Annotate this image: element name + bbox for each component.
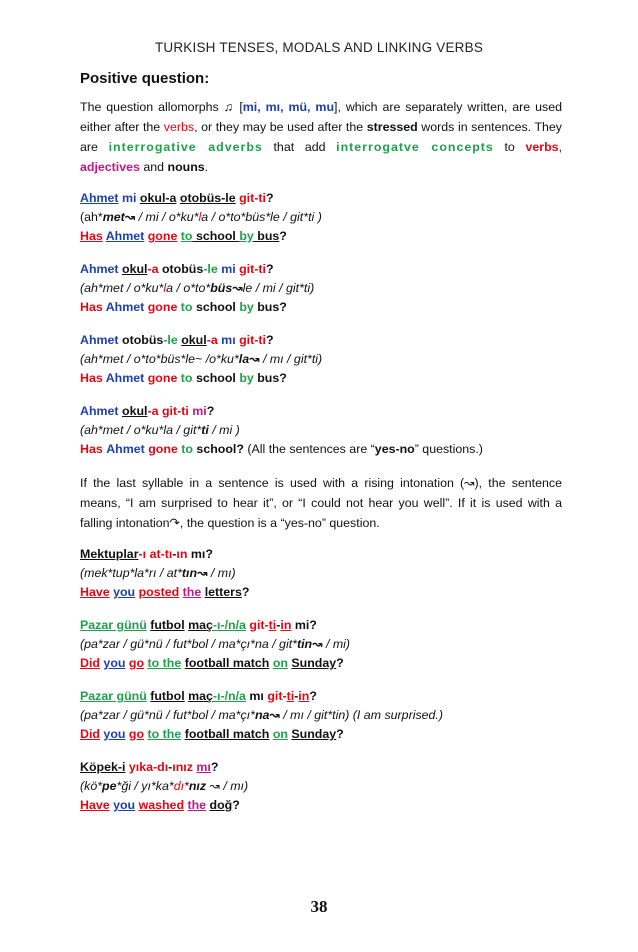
word: git-ti [239,191,266,205]
word: Mektuplar [80,547,139,561]
turkish-sentence [80,189,562,208]
term-nouns: nouns [167,160,205,174]
word: git- [249,618,269,632]
phonetic: a / o*to* [166,281,211,295]
word: - [276,618,281,632]
word: go [128,656,145,670]
intro-text: , or they may be used after the [194,120,367,134]
rising-intonation-icon: ↝ [197,566,208,580]
pronunciation [80,706,562,725]
note-text: ” questions.) [414,442,483,456]
rising-intonation-icon: ↝ [124,210,136,224]
phonetic: (ah*met / o*ku*la / git* [80,423,202,437]
phonetic: / mı / git*tin) (I am surprised.) [279,708,443,722]
word: the [182,585,202,599]
word: otobüs [161,262,204,276]
word: to [181,442,193,456]
phonetic: (pa*zar / gü*nü / fut*bol / ma*çı* [80,708,255,722]
phonetic: (mek*tup*la*rı / at* [80,566,182,580]
word: ? [279,229,287,243]
word: Did [80,727,100,741]
word: to [180,229,193,243]
phonetic: ti [201,423,209,437]
word: ? [206,404,215,418]
word: Ahmet [105,371,145,385]
word: -ı-/n/a [212,689,246,703]
phonetic: a / o*to*büs*le / git*ti ) [201,210,322,224]
turkish-sentence [80,616,562,635]
pronunciation [80,564,562,583]
word: you [103,656,126,670]
phonetic: / mı) [207,566,236,580]
word: mı? [187,547,213,561]
english-translation [80,227,562,246]
phonetic: tin [296,637,313,651]
word: yıka-dı [128,760,169,774]
word: ? [336,727,344,741]
word: futbol [150,618,185,632]
word: mi? [291,618,317,632]
word: mı [196,760,211,774]
word: Sunday [291,727,337,741]
phonetic: pe [102,779,117,793]
running-header: TURKISH TENSES, MODALS AND LINKING VERBS [154,40,484,55]
word: Has [80,371,103,385]
phonetic: / mi / o*ku* [135,210,199,224]
word: gone [147,300,178,314]
word: maç [188,618,213,632]
word: ? [265,191,274,205]
word: Ahmet [80,191,119,205]
phonetic: *ği / yı*ka* [116,779,174,793]
term-interrogative-adverbs: interrogative adverbs [108,140,263,154]
example-6 [80,616,562,673]
word: school [192,371,240,385]
phonetic: / mı / git*ti) [259,352,323,366]
english-translation [80,298,562,317]
word: in [280,618,292,632]
phonetic: la [238,352,250,366]
word: ti [286,689,295,703]
word: Has [80,300,103,314]
word: Köpek-i [80,760,126,774]
word: Have [80,585,110,599]
word: by [239,300,254,314]
turkish-sentence [80,331,562,350]
example-3 [80,331,562,388]
word: Has [80,229,103,243]
intro-text: to [493,140,526,154]
word: Ahmet [80,262,122,276]
phonetic: (ah*met / o*ku* [80,281,164,295]
word: ? [241,585,250,599]
word: gone [147,371,178,385]
rising-intonation-icon: ↝ [232,281,243,295]
word: -a [147,404,159,418]
word: git-ti [239,262,266,276]
pronunciation [80,208,562,227]
phonetic: büs [210,281,233,295]
word: Has [80,442,103,456]
word: otobüs [122,333,164,347]
word: mi [118,191,140,205]
english-translation [80,369,562,388]
word: in [298,689,310,703]
word: posted [138,585,180,599]
word: ti [268,618,277,632]
phonetic: l [198,210,202,224]
pronunciation [80,350,562,369]
word: okul [181,333,207,347]
word: ? [236,442,244,456]
intro-text: that add [262,140,337,154]
word: on [272,656,288,670]
term-stressed: stressed [366,120,418,134]
word: Sunday [291,656,337,670]
pronunciation [80,279,562,298]
word: okul [122,262,148,276]
phonetic: dı [173,779,185,793]
word: by [239,229,254,243]
example-7 [80,687,562,744]
word: on [272,727,288,741]
word: - [172,547,177,561]
word: Ahmet [105,229,145,243]
phonetic: (ah* [80,210,103,224]
word: you [113,798,136,812]
phonetic: tın [181,566,198,580]
word: -le [163,333,178,347]
word: mı [245,689,268,703]
word: -ı [138,547,147,561]
turkish-sentence [80,545,562,564]
phonetic: / mi ) [208,423,240,437]
word: otobüs-le [179,191,236,205]
example-8 [80,758,562,815]
turkish-sentence [80,260,562,279]
word: ? [309,689,317,703]
word: football match [184,656,270,670]
phonetic: * [184,779,189,793]
intro-text: and [139,160,168,174]
word: go [128,727,145,741]
pronunciation [80,421,562,440]
word: football match [184,727,270,741]
phonetic: (ah*met / o*to*büs*le~ /o*ku* [80,352,239,366]
intro-text: ], which are separately written, are used either after the [80,100,562,134]
pronunciation [80,635,562,654]
note-text: yes-no [374,442,415,456]
intro-text: words in sentences. They are [80,120,563,154]
word: okul [122,404,148,418]
phonetic: nız [188,779,207,793]
term-interrogative-concepts: interrogatve concepts [336,140,494,154]
word: at-tı [149,547,173,561]
intro-text: The question allomorphs ♫ [ [80,100,243,114]
word: -ı-/n/a [212,618,246,632]
word: to [180,300,193,314]
turkish-sentence [80,758,562,777]
english-translation [80,796,562,815]
word: letters [204,585,242,599]
word: -le [203,262,218,276]
word: the [187,798,207,812]
intro-text: . [204,160,209,174]
word: Ahmet [105,300,145,314]
word: git-ti [161,404,189,418]
word: okul-a [139,191,177,205]
word: bus [257,229,280,243]
word: ? [265,333,274,347]
word: git- [267,689,287,703]
rising-intonation-icon: ↝ [249,352,260,366]
word: Pazar günü [80,618,147,632]
page-number: 38 [310,897,328,916]
word: ? [232,798,240,812]
word: school [192,300,240,314]
word: mi [192,404,207,418]
word: futbol [150,689,185,703]
word: washed [138,798,185,812]
phonetic: na [254,708,270,722]
turkish-sentence [80,402,562,421]
intro-paragraph [80,97,562,177]
word: you [103,727,126,741]
word: school [192,229,240,243]
word: gone [148,442,178,456]
english-translation [80,654,562,673]
term-verbs: verbs [525,140,559,154]
word: by [239,371,254,385]
example-2 [80,260,562,317]
word: to [180,371,193,385]
word: Ahmet [80,404,122,418]
word: -a [147,262,159,276]
word: Have [80,798,110,812]
word: Pazar günü [80,689,147,703]
word: doğ [209,798,233,812]
rising-intonation-icon: ↝ [269,708,280,722]
word: ? [210,760,219,774]
example-5 [80,545,562,602]
word: bus? [253,371,287,385]
phonetic: (kö* [80,779,103,793]
phonetic: ↝ / mı) [206,779,249,793]
note-text: (All the sentences are “ [243,442,375,456]
page-content [80,70,562,829]
intonation-paragraph: If the last syllable in a sentence is used with a rising intonation (↝), the sentence means, “I am surprised to hear it”, or “I could not hear you well”. If it is used with a falling intonation↷, the question is a “yes-no” question. [80,476,562,530]
word: ? [336,656,344,670]
word: school [196,442,237,456]
intro-text: , [558,140,563,154]
word: to the [147,727,182,741]
turkish-sentence [80,687,562,706]
section-heading: Positive question: [80,70,210,87]
phonetic: l [163,281,167,295]
word: to the [147,656,182,670]
allomorphs: mi, mı, mü, mu [242,100,335,114]
word: you [113,585,136,599]
word: - [168,760,173,774]
english-translation [80,725,562,744]
word: maç [188,689,213,703]
word: ? [265,262,274,276]
pronunciation [80,777,562,796]
word: mı [217,333,240,347]
word: Ahmet [106,442,145,456]
phonetic: (pa*zar / gü*nü / fut*bol / ma*çı*na / git* [80,637,297,651]
phonetic: met [102,210,125,224]
phonetic: le / mi / git*ti) [242,281,315,295]
example-4 [80,402,562,459]
word: git-ti [239,333,266,347]
term-adjectives: adjectives [80,160,140,174]
word: bus? [253,300,287,314]
word: ınız [172,760,193,774]
word: ın [176,547,188,561]
english-translation [80,440,562,459]
english-translation [80,583,562,602]
rising-intonation-icon: ↝ [312,637,323,651]
word: mi [221,262,236,276]
word: Did [80,656,100,670]
phonetic: / mi) [322,637,351,651]
word: Ahmet [80,333,122,347]
term-verbs: verbs [163,120,195,134]
word: gone [147,229,178,243]
word: - [294,689,299,703]
word: -a [206,333,218,347]
example-1 [80,189,562,246]
